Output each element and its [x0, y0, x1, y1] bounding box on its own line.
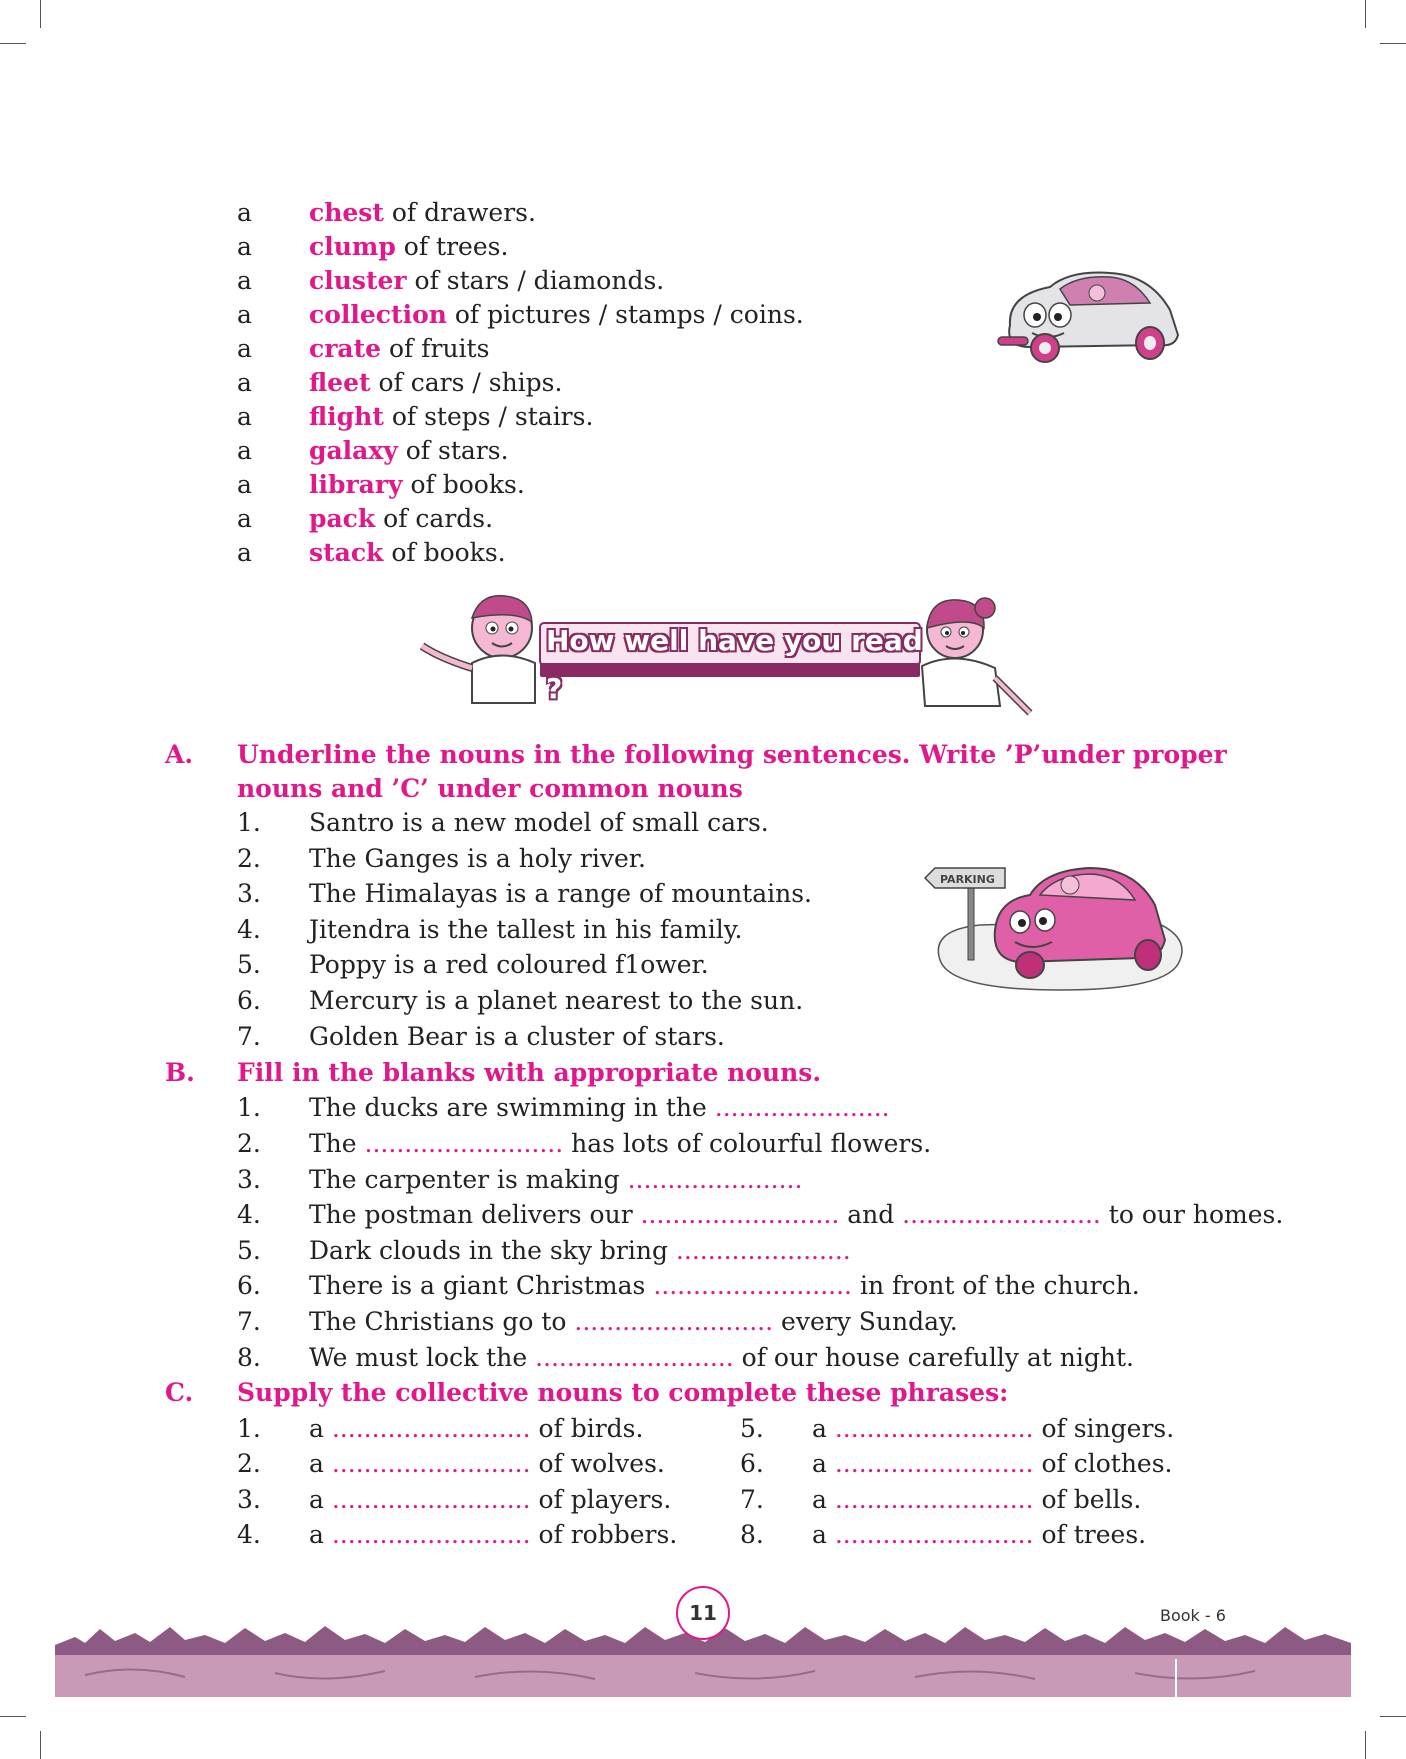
blank-line: ......................: [714, 1093, 890, 1122]
blank-line: ......................: [627, 1165, 803, 1194]
crop-mark: [1380, 43, 1406, 44]
list-item: a fleet of cars / ships.: [237, 368, 563, 397]
blank-line: .........................: [834, 1414, 1034, 1443]
section-b-letter: B.: [165, 1058, 195, 1087]
list-item: a crate of fruits: [237, 334, 490, 363]
list-item: 7. Golden Bear is a cluster of stars.: [237, 1022, 725, 1051]
blank-line: .........................: [331, 1414, 531, 1443]
blank-line: .........................: [834, 1520, 1034, 1549]
list-item: 6. Mercury is a planet nearest to the sun.: [237, 986, 804, 1015]
list-item: 8. We must lock the ......................... of our house carefully at night.: [237, 1343, 1134, 1372]
list-item: 7. a ......................... of bells.: [740, 1485, 1142, 1514]
blank-line: .........................: [834, 1449, 1034, 1478]
blank-line: .........................: [574, 1307, 774, 1336]
section-c-title: Supply the collective nouns to complete these phrases:: [237, 1378, 1009, 1407]
list-item: a clump of trees.: [237, 232, 509, 261]
pink-car-illustration: [920, 850, 1195, 995]
list-item: a pack of cards.: [237, 504, 494, 533]
list-item: 5. a ......................... of singers.: [740, 1414, 1175, 1443]
crop-mark: [0, 43, 26, 44]
list-item: 4. Jitendra is the tallest in his family.: [237, 915, 743, 944]
list-item: a galaxy of stars.: [237, 436, 509, 465]
list-item: a stack of books.: [237, 538, 506, 567]
list-item: 3. a ......................... of players.: [237, 1485, 672, 1514]
crop-mark: [1365, 0, 1366, 28]
list-item: 1. The ducks are swimming in the ......................: [237, 1093, 890, 1122]
blank-line: ......................: [675, 1236, 851, 1265]
blank-line: .........................: [331, 1485, 531, 1514]
list-item: 5. Dark clouds in the sky bring ......................: [237, 1236, 851, 1265]
blank-line: .........................: [331, 1520, 531, 1549]
list-item: 2. The Ganges is a holy river.: [237, 844, 646, 873]
list-item: a collection of pictures / stamps / coins.: [237, 300, 804, 329]
collective-noun-list: [237, 196, 804, 570]
blank-line: .........................: [653, 1271, 852, 1300]
banner-title: How well have you read ?: [546, 624, 923, 705]
crop-mark: [1365, 1731, 1366, 1759]
section-a-letter: A.: [165, 740, 194, 769]
list-item: a library of books.: [237, 470, 525, 499]
list-item: 1. Santro is a new model of small cars.: [237, 808, 769, 837]
list-item: 2. The ......................... has lots of colourful flowers.: [237, 1129, 932, 1158]
list-item: a chest of drawers.: [237, 198, 536, 227]
crop-mark: [40, 1731, 41, 1759]
list-item: 4. a ......................... of robbers.: [237, 1520, 678, 1549]
list-item: 8. a ......................... of trees.: [740, 1520, 1147, 1549]
section-a-title: Underline the nouns in the following sentences. Write ’P’under proper nouns and ’C’ under common nouns: [237, 740, 1227, 803]
list-item: 6. a ......................... of clothes.: [740, 1449, 1173, 1478]
crop-mark: [40, 0, 41, 28]
blank-line: .........................: [640, 1200, 840, 1229]
list-item: 6. There is a giant Christmas ......................... in front of the church.: [237, 1271, 1140, 1300]
blank-line: .........................: [834, 1485, 1034, 1514]
cartoon-car-illustration: [990, 265, 1190, 365]
blank-line: .........................: [364, 1129, 564, 1158]
list-item: 3. The carpenter is making ......................: [237, 1165, 803, 1194]
list-item: 2. a ......................... of wolves.: [237, 1449, 665, 1478]
blank-line: .........................: [331, 1449, 531, 1478]
section-c-letter: C.: [165, 1378, 194, 1407]
list-item: 1. a ......................... of birds.: [237, 1414, 644, 1443]
crop-mark: [0, 1716, 26, 1717]
blank-line: .........................: [535, 1343, 734, 1372]
list-item: a flight of steps / stairs.: [237, 402, 594, 431]
crop-mark: [1380, 1716, 1406, 1717]
section-b-title: Fill in the blanks with appropriate nouns.: [237, 1058, 822, 1087]
signpost-label: PARKING: [940, 873, 995, 886]
blank-line: .........................: [902, 1200, 1101, 1229]
list-item: 5. Poppy is a red coloured f1ower.: [237, 950, 709, 979]
list-item: 7. The Christians go to ......................... every Sunday.: [237, 1307, 958, 1336]
book-label: Book - 6: [1160, 1606, 1226, 1625]
page-number: 11: [676, 1586, 730, 1640]
list-item: a cluster of stars / diamonds.: [237, 266, 665, 295]
list-item: 4. The postman delivers our ......................... and ......................... to our homes.: [237, 1200, 1284, 1229]
list-item: 3. The Himalayas is a range of mountains.: [237, 879, 812, 908]
